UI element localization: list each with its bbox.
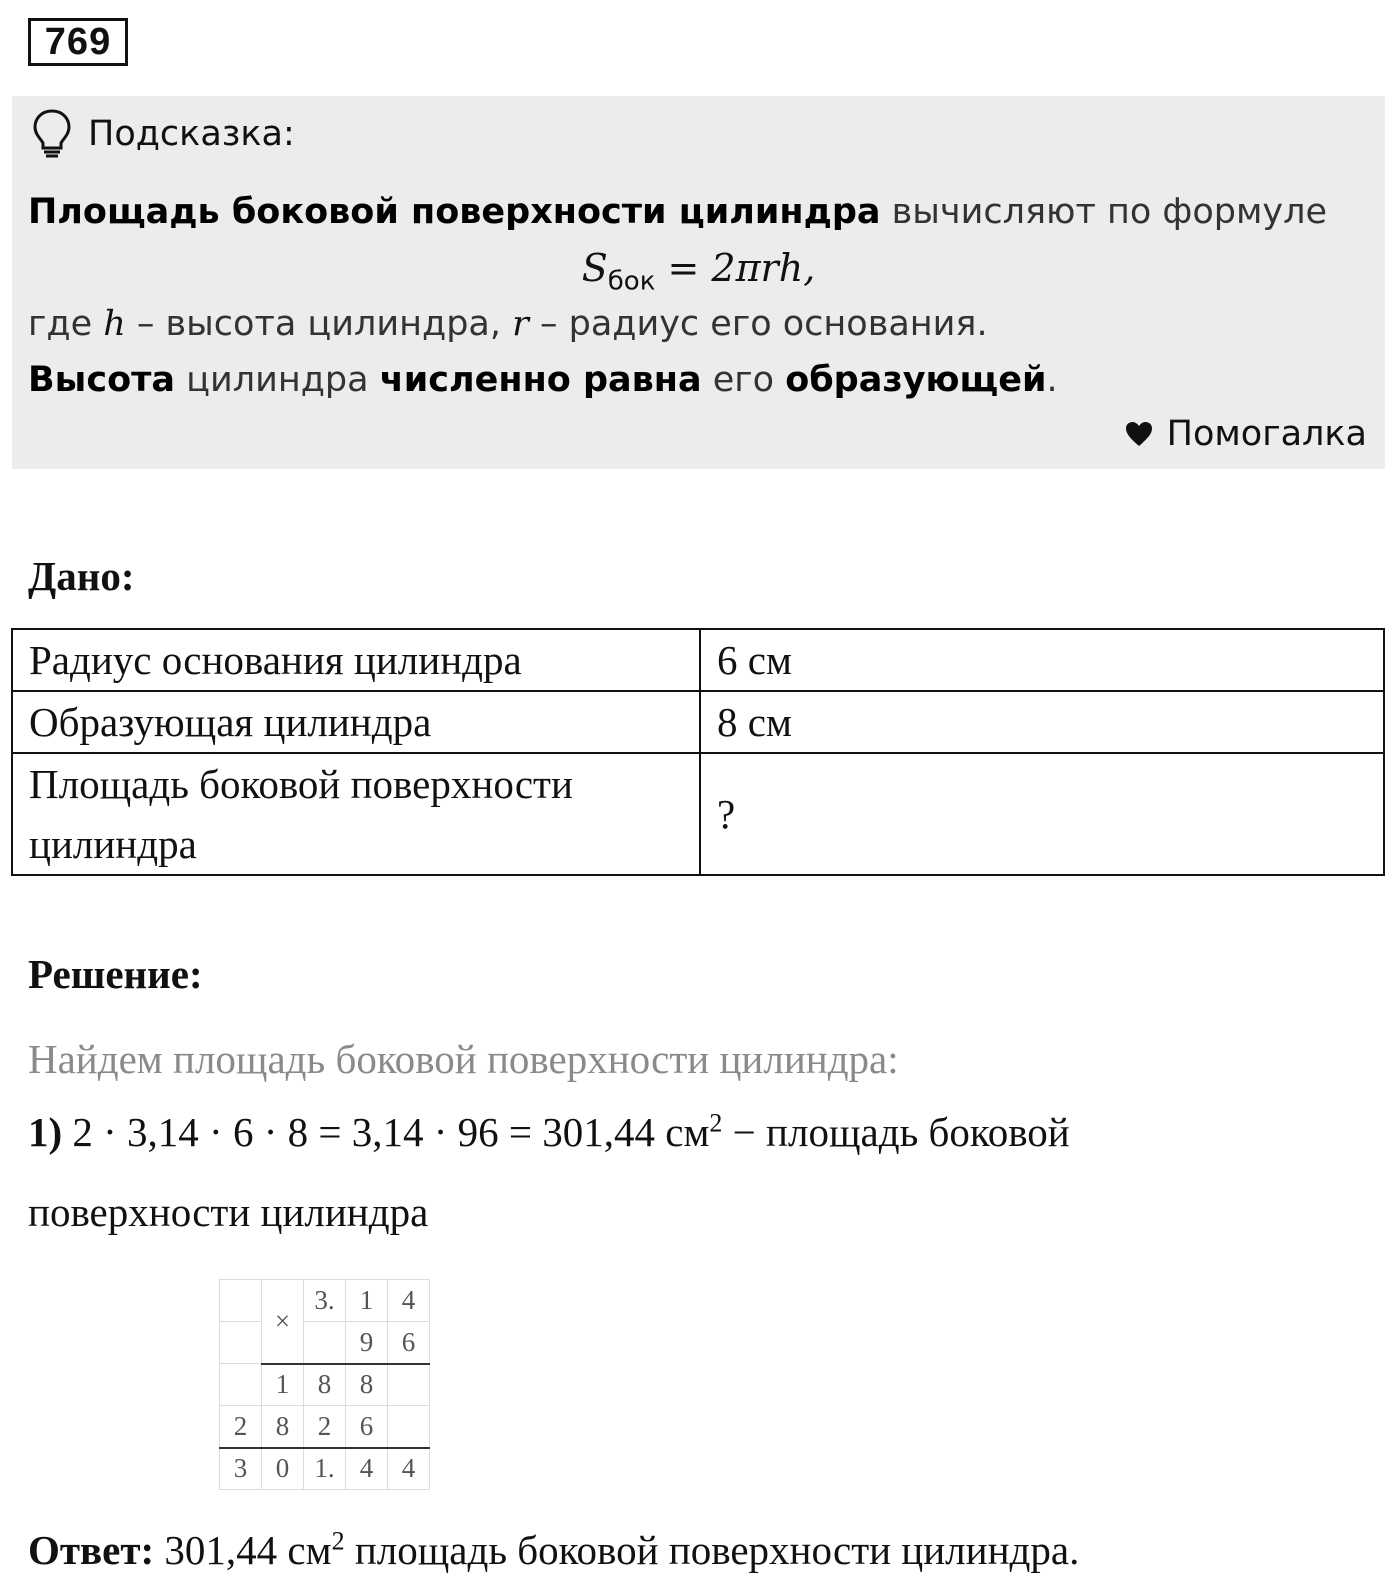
hint-box [12,96,1385,469]
hint-title: Подсказка: [88,114,295,154]
calc-cell: 8 [304,1364,346,1406]
step-unit-sup: 2 [709,1108,723,1138]
solution-heading: Решение: [28,951,203,997]
answer-label: Ответ: [28,1527,155,1573]
hint-line-1 [28,192,1327,232]
column-multiplication [219,1279,430,1490]
calc-cell [388,1364,430,1406]
given-value: ? [700,753,1384,875]
calc-cell: 4 [388,1448,430,1490]
calc-cell [220,1322,262,1364]
step-1 [28,1108,1070,1156]
calc-cell: 4 [346,1448,388,1490]
hint-term-height: Высота [28,360,176,400]
calc-cell [220,1280,262,1322]
calc-cell: 6 [346,1406,388,1448]
given-value: 8 см [700,691,1384,753]
given-value: 6 см [700,629,1384,691]
calc-cell: 1 [346,1280,388,1322]
table-row [12,753,1384,875]
calc-cell: 0 [262,1448,304,1490]
hint-line-4-t3: . [1046,360,1058,400]
given-table [11,628,1385,876]
hint-line-3-mid: – высота цилиндра, [125,304,513,344]
calc-cell [304,1322,346,1364]
calc-cell: 1 [262,1364,304,1406]
calc-cell [388,1406,430,1448]
brand [1125,414,1367,454]
brand-label: Помогалка [1166,414,1367,454]
problem-number: 769 [28,18,128,66]
calc-cell: 3. [304,1280,346,1322]
calc-cell: 8 [346,1364,388,1406]
calc-cell: 8 [262,1406,304,1448]
step-1-line-2: поверхности цилиндра [28,1189,429,1235]
hint-line-4-t1: цилиндра [175,360,380,400]
hint-line-4-t2: его [701,360,786,400]
heart-icon [1125,421,1153,447]
step-rest: − площадь боковой [722,1109,1070,1155]
calc-cell: 6 [388,1322,430,1364]
step-number: 1) [28,1109,63,1155]
given-label: Радиус основания цилиндра [12,629,700,691]
answer-unit-sup: 2 [331,1526,345,1556]
given-heading: Дано: [28,553,135,599]
answer [28,1526,1079,1574]
hint-formula [12,246,1385,297]
calc-row [220,1364,430,1406]
hint-line-4 [28,360,1058,400]
hint-line-1-rest: вычисляют по формуле [880,192,1327,232]
calc-row [220,1280,430,1322]
calc-cell: 4 [388,1280,430,1322]
var-h: h [103,304,126,344]
formula-rest: = 2πrh, [655,246,816,290]
calc-cell: 2 [304,1406,346,1448]
formula-s: S [581,246,608,290]
calc-cell [220,1364,262,1406]
hint-term-lateral-area: Площадь боковой поверхности цилиндра [28,192,881,232]
calc-row [220,1448,430,1490]
solution-intro: Найдем площадь боковой поверхности цилиндра: [28,1036,899,1082]
answer-rest: площадь боковой поверхности цилиндра. [344,1527,1080,1573]
calc-cell: 2 [220,1406,262,1448]
lightbulb-icon [32,108,72,160]
hint-header [32,108,295,160]
table-row [12,691,1384,753]
given-label: Площадь боковой поверхности цилиндра [12,753,700,875]
calc-row [220,1406,430,1448]
calc-cell: 1. [304,1448,346,1490]
calc-cell: 3 [220,1448,262,1490]
step-expression: 2 · 3,14 · 6 · 8 = 3,14 · 96 = 301,44 см [62,1109,710,1155]
multiply-sign: × [262,1280,304,1364]
hint-line-3-end: – радиус его основания. [528,304,988,344]
hint-term-equal: численно равна [379,360,702,400]
hint-line-3-start: где [28,304,104,344]
hint-term-generatrix: образующей [785,360,1047,400]
hint-line-3 [28,304,988,344]
answer-value: 301,44 см [154,1527,332,1573]
table-row [12,629,1384,691]
calc-row [220,1322,430,1364]
var-r: r [512,304,529,344]
calc-cell: 9 [346,1322,388,1364]
formula-sub: бок [607,266,656,297]
given-label: Образующая цилиндра [12,691,700,753]
